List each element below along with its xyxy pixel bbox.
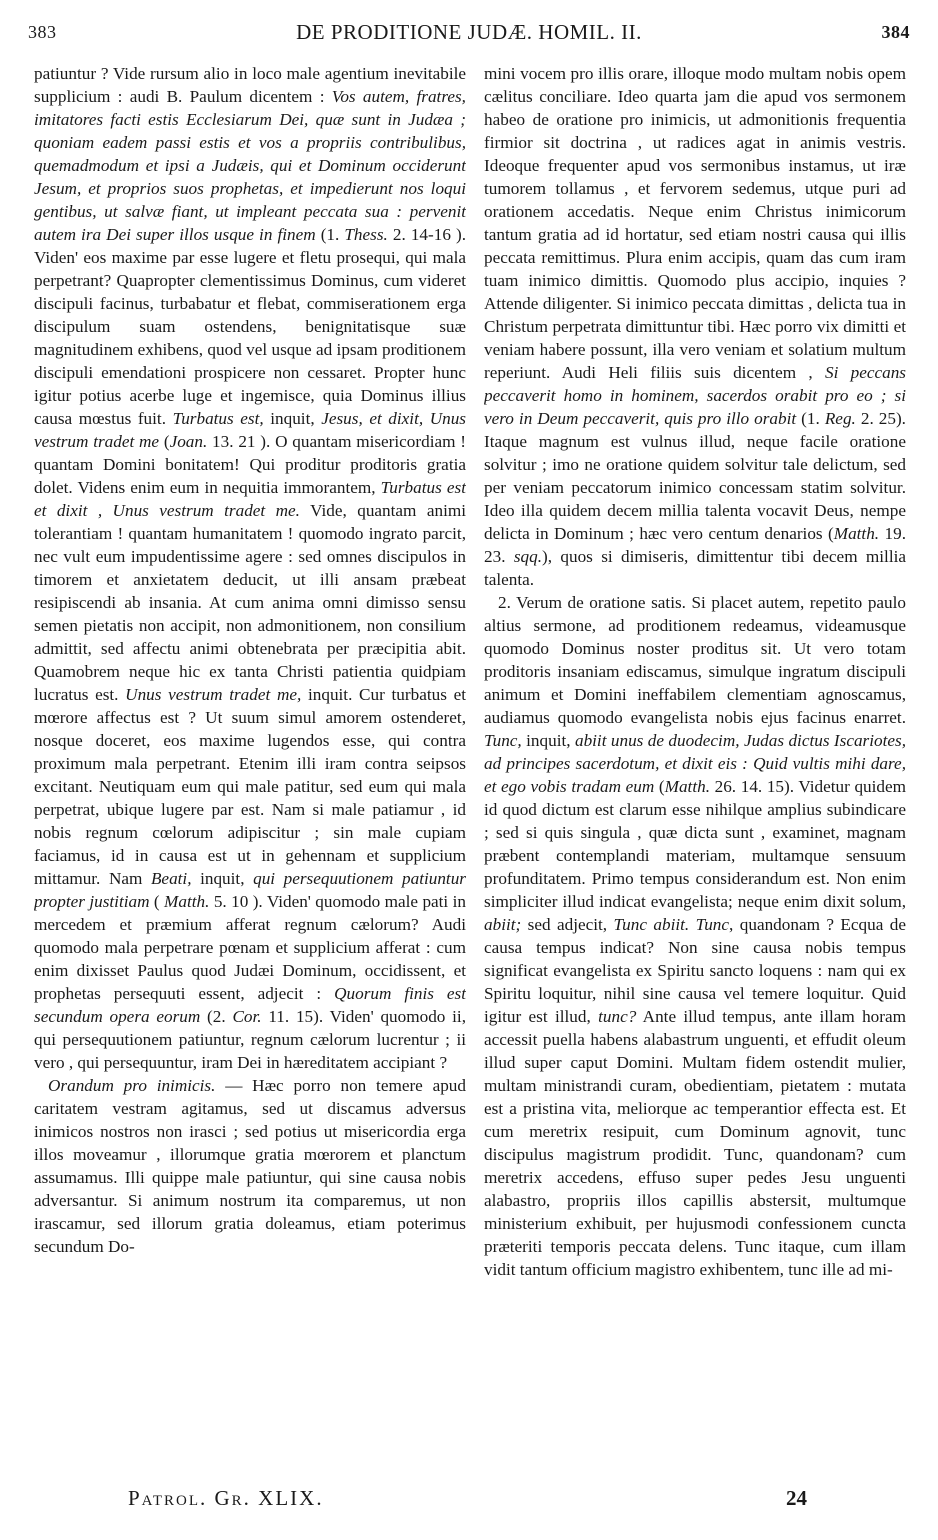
italic-text-segment: Beati, — [150, 869, 192, 888]
italic-text-segment: Quorum finis est secundum opera eorum — [34, 984, 466, 1026]
text-segment: sed adjecit, — [521, 915, 614, 934]
text-segment: ( — [149, 892, 165, 911]
italic-text-segment: Turbatus est, — [172, 409, 264, 428]
text-segment: 2. Verum de oratione satis. Si placet autem, repetito paulo altius sermone, ad proditionem redeamus, videamusque quomodo Dominus noster proditus sit. Ut vero totam proditoris insaniam ediscamus, simulque ingratum discipuli animum et Domini ineffabilem clementiam agnoscamus, audiamus quomodo evangelista nobis ejus facinus enarret. — [484, 593, 906, 727]
italic-text-segment: Matth. — [833, 524, 880, 543]
italic-text-segment: abiit unus de duodecim, Judas dictus Iscariotes, ad principes sacerdotum, et dixit eis : Quid vultis mihi dare, et ego vobis tradam eum — [484, 731, 906, 796]
text-segment: Vide, quantam animi tolerantiam ! quantam humanitatem ! quomodo ingrato parcit, nec vult eum impudentissime agere : sed omnes discipulos in timorem et anxietatem deducit, ut illi ansam præbeat resipiscendi ab insania. At cum anima omni dimisso sensu semen pietatis non accipit, non admonitionem, non consilium admittit, sed affectu animi obtenebrata per præcipitia abit. Quamobrem neque hic ex tanta Christi patientia quidpiam lucratus est. — [34, 501, 466, 704]
page-number-right: 384 — [881, 22, 910, 42]
italic-text-segment: sqq. — [513, 547, 543, 566]
italic-text-segment: Vos autem, fratres, imitatores facti estis Ecclesiarum Dei, quæ sunt in Judæa ; quoniam eadem passi estis et vos a propriis contribulibus, quemadmodum et ipsi a Judæis, qui et Dominum occiderunt Jesum, et proprios suos prophetas, et impedierunt nos loqui gentibus, ut salvæ fiant, ut impleant peccata sua : pervenit autem ira Dei super illos usque in finem — [34, 87, 466, 244]
italic-text-segment: Reg. — [824, 409, 856, 428]
text-segment: 13. 21 ). O quantam misericordiam ! quantam Domini bonitatem! Qui proditur proditoris gratia dolet. Videns enim eum in nequitia immorantem, — [34, 432, 466, 497]
italic-text-segment: Jesus, et dixit, Unus vestrum tradet me — [34, 409, 466, 451]
text-segment: 2. 14-16 ). Viden' eos maxime par esse lugere et fletu prosequi, qui mala perpetrant? Quapropter clementissimus Dominus, cum videret discipuli facinus, turbabatur et flebat, commiserationem erga discipulum suam ostendens, benignitatisque suæ magnitudinem exhibens, quod vel usque ad ipsam proditionem discipuli emendationi prospicere non cessaret. Propter hunc igitur potius acerbe luge et ingemisce, quia Dominus illius causa mœstus fuit. — [34, 225, 466, 428]
text-segment: Ante illud tempus, ante illam horam accessit puella habens alabastrum unguenti, et effudit oleum illud super caput Domini. Multam fidem ostendit mulier, multam ministrandi curam, obedientiam, pietatem : mutata est a pristina vita, meliorque ac temperantior effecta est. Et cum meretrix resipuit, cum Dominum agnovit, tunc discipulus magistrum prodidit. Tunc, quandonam? cum meretrix accedens, effuso super pedes Jesu unguenti alabastro, propriis illos capillis abstersit, multumque ministerium exhibuit, per hujusmodi confessionem cuncta præteriti temporis peccata delens. Tunc itaque, cum illam vidit tantum officium magistro exhibentem, tunc ille ad mi- — [484, 1007, 906, 1279]
left-paragraph-2 — [34, 1074, 466, 1258]
running-title: DE PRODITIONE JUDÆ. HOMIL. II. — [296, 20, 642, 44]
italic-text-segment: Matth. — [664, 777, 710, 796]
right-column — [484, 62, 906, 1482]
italic-text-segment: tunc? — [598, 1007, 637, 1026]
italic-text-segment: Cor. — [232, 1007, 262, 1026]
page-number-left: 383 — [28, 22, 57, 42]
text-segment: 5. 10 ). Viden' quomodo male pati in mercedem et præmium afferat regnum cælorum? Audi quomodo mala perpetrare pœnam et supplicium afferat : cum enim dixisset Paulus quod Judæi Dominum, occidissent, et prophetas persequuti essent, adjecit : — [34, 892, 466, 1003]
text-segment: (1. — [315, 225, 345, 244]
italic-text-segment: Joan. — [169, 432, 208, 451]
sheet-number: 24 — [786, 1486, 807, 1510]
italic-text-segment: Unus vestrum tradet me, — [125, 685, 302, 704]
text-segment: inquit, — [521, 731, 575, 750]
text-segment: , quandonam ? Ecqua de causa tempus indicat? Non sine causa nobis tempus significat evangelista ex Spiritu sancto loquens : nam qui ex Spiritu loquitur, nihil sine causa vel temere loquitur. Quid igitur est illud, — [484, 915, 906, 1026]
text-segment: inquit. Cur turbatus et mœrore affectus est ? Ut suum simul amorem ostenderet, nosque doceret, eos maxime lugendos esse, qui contra proximum mala perpetrant. Etenim illi iram contra seipsos excitant. Neutiquam eum qui male patitur, sed eum qui mala perpetrat, ubique lugere par est. Nam si male patiamur , id nobis regnum cœlorum adipiscitur ; sin male cupiam faciamus, id in causa est ut in gehennam et supplicium mittamur. Nam — [34, 685, 466, 888]
text-segment: ), quos si dimiseris, dimittentur tibi decem millia talenta. — [484, 547, 906, 589]
text-segment: mini vocem pro illis orare, illoque modo multam nobis opem cælitus conciliare. Ideo quarta jam die apud vos sermonem habeo de oratione pro inimicis, ut admonitionis frequentia firmior sit doctrina , ut radices agat in animis vestris. Ideoque frequenter apud vos sermonibus instamus, ut iræ tumorem tollamus , et fervorem sedemus, utque puri ad orationem accedatis. Neque enim Christus inimicorum tantum gratia ad id hortatur, sed etiam nostri causa qui illis peccata remittimus. Plura enim accipis, quam das cum iram tuam inimico dimittis. Quomodo plus accipio, inquies ? Attende diligenter. Si inimico peccata dimittas , delicta tua in Christum perpetrata dimittuntur tibi. Hæc porro vix dimitti et veniam habere possunt, illa vero veniam et solatium multum reperiunt. Audi Heli filiis suis dicentem , — [484, 64, 906, 382]
running-header — [28, 14, 910, 54]
right-paragraph-1 — [484, 62, 906, 591]
text-segment: — Hæc porro non temere apud caritatem vestram agitamus, sed ut discamus adversus inimicos nostros non irasci ; sed potius ut misericordia erga illos moveamur , illorumque gratia mœrorem et planctum assumamus. Illi quippe male patiuntur, qui sine causa nobis adversantur. Si animum nostrum ita comparemus, ut non irascamur, sed illorum gratia doleamus, etiam poterimus secundum Do- — [34, 1076, 466, 1256]
text-segment: patiuntur ? Vide rursum alio in loco male agentium inevitabile supplicium : audi B. Paulum dicentem : — [34, 64, 466, 106]
left-column — [34, 62, 466, 1482]
italic-text-segment: Tunc, — [484, 731, 522, 750]
text-segment: 26. 14. 15). Videtur quidem id quod dictum est clarum esse nihilque amplius subindicare ; sed si quis singula , quæ dicta sunt , examinet, magnam præbent contemplandi materiam, multamque sensuum profunditatem. Primo tempus considerandum est. Non enim simpliciter illud indicat evangelista; neque enim dixit solum, — [484, 777, 906, 911]
text-segment: (1. — [796, 409, 825, 428]
right-paragraph-2 — [484, 591, 906, 1281]
text-segment: inquit, — [263, 409, 322, 428]
italic-text-segment: Turbatus est et dixit , Unus vestrum tradet me. — [34, 478, 466, 520]
left-paragraph-1 — [34, 62, 466, 1074]
volume-signature: Patrol. Gr. XLIX. — [128, 1486, 324, 1510]
text-segment: inquit, — [191, 869, 254, 888]
italic-text-segment: Thess. — [344, 225, 388, 244]
italic-text-segment: qui persequutionem patiuntur propter justitiam — [34, 869, 466, 911]
text-segment: ( — [654, 777, 665, 796]
italic-text-segment: abiit; — [484, 915, 522, 934]
text-segment: 19. 23. — [484, 524, 906, 566]
text-segment: (2. — [200, 1007, 233, 1026]
text-segment: ( — [159, 432, 170, 451]
italic-text-segment: Tunc abiit. Tunc — [613, 915, 730, 934]
italic-text-segment: Orandum pro inimicis. — [48, 1076, 216, 1095]
italic-text-segment: Si peccans peccaverit homo in hominem, sacerdos orabit pro eo ; si vero in Deum peccaverit, quis pro illo orabit — [484, 363, 906, 428]
italic-text-segment: Matth. — [164, 892, 210, 911]
text-segment: 11. 15). Viden' quomodo ii, qui persequutionem patiuntur, regnum cælorum lucrentur ; ii vero , qui persequuntur, iram Dei in hæreditatem accipiant ? — [34, 1007, 466, 1072]
page-footer — [28, 1486, 910, 1522]
text-segment: 2. 25). Itaque magnum est vulnus illud, neque facile oratione solvitur ; imo ne oratione quidem solvitur tale delictum, sed per veniam peccatorum inimico concessam statim solvitur. Ideo illa quidem decem millia talenta vocavit Deus, nempe delicta in Dominum ; hæc vero centum denarios ( — [484, 409, 906, 543]
